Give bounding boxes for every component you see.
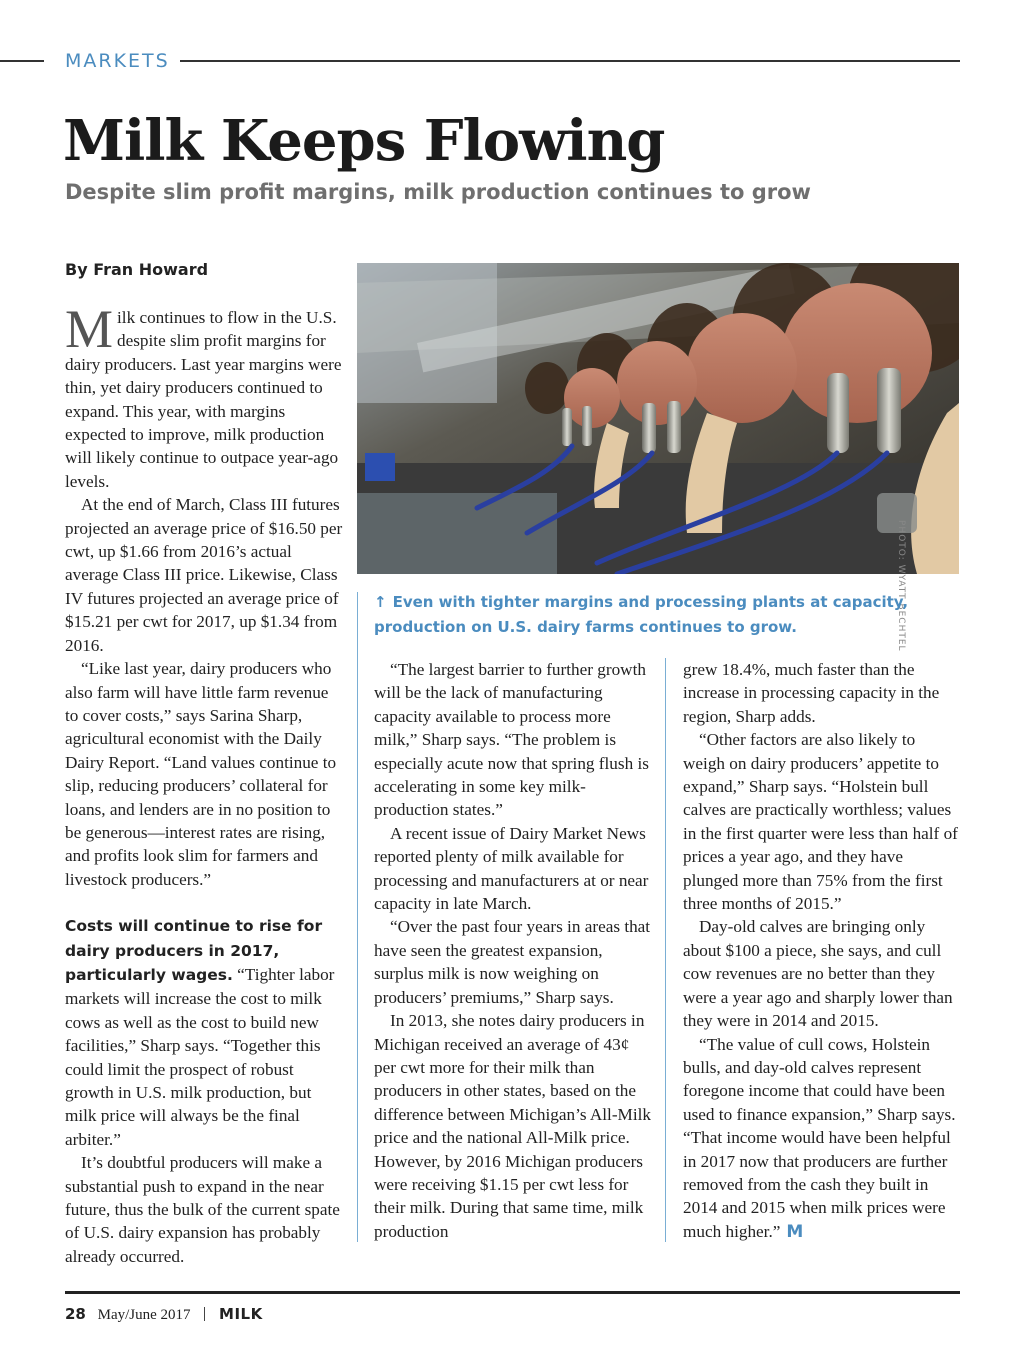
paragraph: At the end of March, Class III futures projected an average price of $16.50 per cwt, up $1.66 from 2016’s actual average Class III price. Likewise, Class IV futures projected an average price of $15.21 per cwt for 2017, up $1.34 from 2016. bbox=[65, 495, 343, 655]
footer-separator bbox=[204, 1307, 205, 1321]
paragraph: In 2013, she notes dairy producers in Michigan received an average of 43¢ per cwt more for their milk than producers in other states, based on the difference between Michigan’s All-Milk price and the national All-Milk price. However, by 2016 Michigan producers were receiving $1.15 per cwt less for their milk. During that same time, milk production bbox=[374, 1011, 651, 1241]
photo-credit: PHOTO: WYATT BECHTEL bbox=[896, 520, 906, 652]
end-mark-icon: M bbox=[786, 1221, 804, 1242]
paragraph: “Other factors are also likely to weigh on dairy producers’ appetite to expand,” Sharp says. “Holstein bull calves are practically worthless; values in the first quarter were less than half of prices a year ago, and they have plunged more than 75% from the first three months of 2015.” bbox=[683, 730, 958, 914]
column-divider-left bbox=[357, 592, 358, 1242]
paragraph: A recent issue of Dairy Market News reported plenty of milk available for processing and manufacturers at or near capacity in late March. bbox=[374, 823, 649, 914]
page-footer bbox=[65, 1305, 263, 1324]
paragraph bbox=[65, 299, 345, 493]
magazine-logo: MILK bbox=[219, 1305, 263, 1323]
paragraph-text: “Tighter labor markets will increase the cost to milk cows as well as the cost to build new facilities,” Sharp says. “Together this could limit the prospect of robust growth in U.S. milk production, but milk price will always be the final arbiter.” bbox=[65, 964, 335, 1149]
paragraph bbox=[683, 1033, 961, 1245]
paragraph bbox=[65, 914, 345, 1151]
caption-text: Even with tighter margins and processing plants at capacity, production on U.S. dairy farms continues to grow. bbox=[374, 593, 909, 636]
issue-date: May/June 2017 bbox=[97, 1307, 191, 1323]
section-rule-left bbox=[0, 60, 44, 62]
body-column-1 bbox=[65, 299, 345, 1268]
paragraph-text: ilk continues to flow in the U.S. despite slim profit margins for dairy producers. Last year margins were thin, yet dairy producers continued to expand. This year, with margins expected to improve, milk production will likely continue to outpace year-ago levels. bbox=[65, 308, 342, 491]
subhead: Costs will continue to rise for dairy producers in 2017, particularly wages. bbox=[65, 917, 323, 984]
photo-caption bbox=[374, 590, 964, 640]
page-number: 28 bbox=[65, 1305, 86, 1323]
paragraph: Day-old calves are bringing only about $100 a piece, she says, and cull cow revenues are no better than they were a year ago and sharply lower than they were in 2014 and 2015. bbox=[683, 917, 953, 1031]
paragraph: “Over the past four years in areas that have seen the greatest expansion, surplus milk is now weighing on producers’ premiums,” Sharp says. bbox=[374, 917, 651, 1007]
paragraph: “The largest barrier to further growth will be the lack of manufacturing capacity available to process more milk,” Sharp says. “The problem is especially acute now that spring flush is accelerating in some key milk-production states.” bbox=[374, 660, 649, 820]
article-headline: Milk Keeps Flowing bbox=[63, 108, 665, 174]
paragraph-gap bbox=[65, 891, 345, 914]
column-divider-right bbox=[665, 658, 666, 1242]
section-rule-right bbox=[180, 60, 960, 62]
milking-parlor-photo bbox=[357, 263, 959, 574]
paragraph: “Like last year, dairy producers who also farm will have little farm revenue to cover costs,” says Sarina Sharp, agricultural economist with the Daily Dairy Report. “Land values continue to slip, reducing producers’ collateral for loans, and lenders are in no position to be generous—interest rates are rising, and profits look slim for farmers and livestock producers.” bbox=[65, 659, 337, 889]
section-label: MARKETS bbox=[65, 50, 170, 72]
paragraph: It’s doubtful producers will make a substantial push to expand in the near future, thus the bulk of the current spate of U.S. dairy expansion has probably already occurred. bbox=[65, 1153, 340, 1266]
drop-cap: M bbox=[65, 299, 114, 359]
body-column-2 bbox=[374, 658, 652, 1243]
article-byline: By Fran Howard bbox=[65, 260, 209, 279]
caption-arrow-icon: ↑ bbox=[374, 593, 387, 611]
footer-rule bbox=[65, 1291, 960, 1294]
body-column-3 bbox=[683, 658, 961, 1244]
paragraph-text: “The value of cull cows, Holstein bulls, and day-old calves represent foregone income that could have been used to finance expansion,” Sharp says. “That income would have been helpful in 2017 now that producers are further removed from the cash they built in 2014 and 2015 when milk prices were much higher.” bbox=[683, 1034, 956, 1241]
section-header bbox=[0, 50, 1024, 74]
article-dek: Despite slim profit margins, milk production continues to grow bbox=[65, 180, 811, 204]
paragraph: grew 18.4%, much faster than the increase in processing capacity in the region, Sharp adds. bbox=[683, 660, 940, 726]
